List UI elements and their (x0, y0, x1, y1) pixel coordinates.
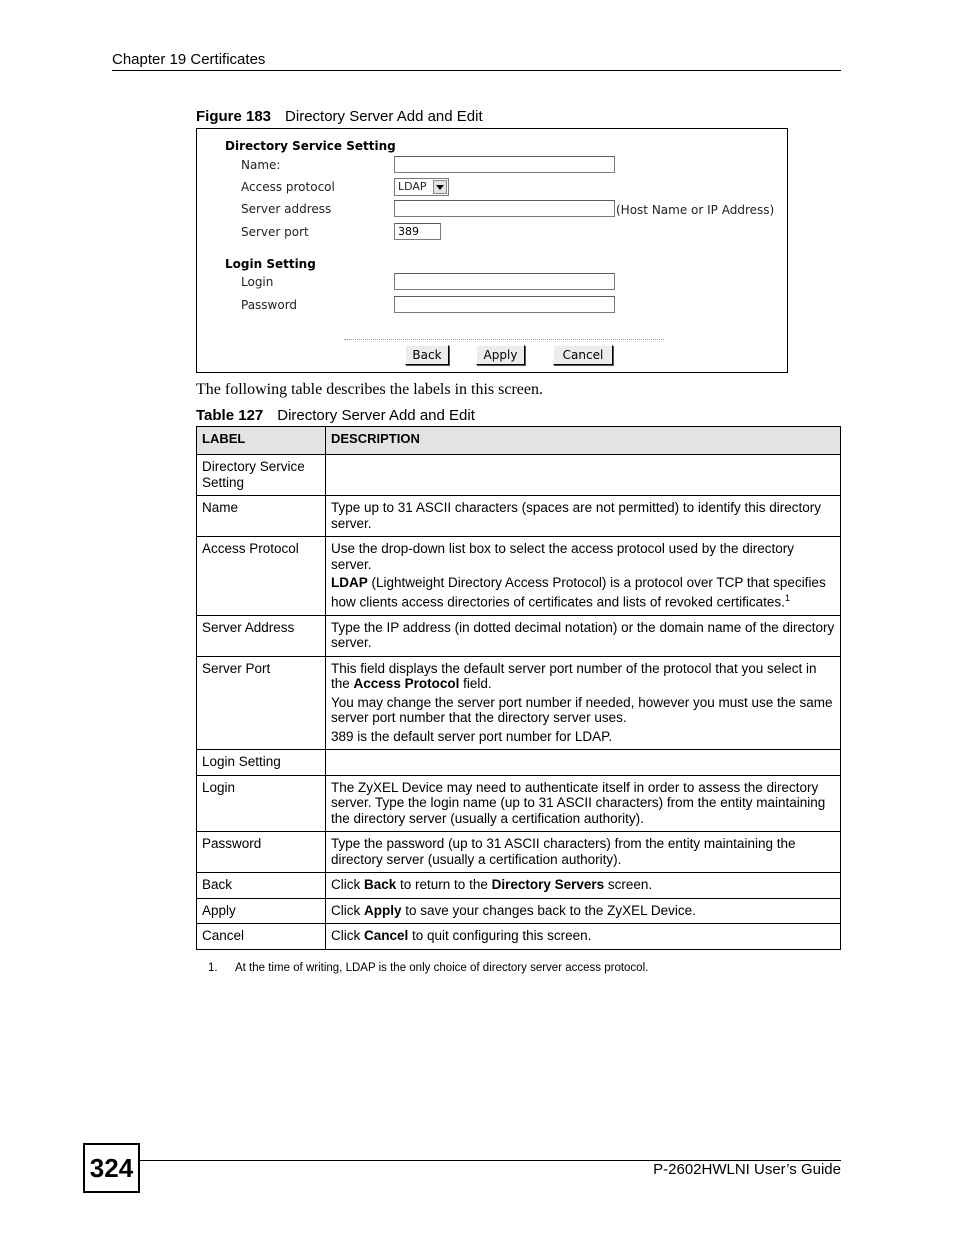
footnote-ref: 1 (784, 592, 790, 603)
password-input[interactable] (394, 296, 615, 313)
bold-term: LDAP (331, 575, 368, 590)
table-row (197, 775, 841, 832)
row-description (326, 750, 841, 776)
access-protocol-value: LDAP (398, 180, 427, 193)
row-label: Cancel (197, 924, 326, 950)
text-run: 389 is the default server port number for LDAP. (331, 728, 613, 744)
directory-section-title: Directory Service Setting (225, 139, 396, 153)
table-row (197, 455, 841, 496)
login-input[interactable] (394, 273, 615, 290)
footnote-number: 1. (208, 962, 218, 974)
row-description (326, 832, 841, 873)
description-paragraph (331, 695, 835, 726)
text-run: to quit configuring this screen. (408, 928, 592, 943)
table-caption-label: Table 127 (196, 407, 264, 424)
password-label: Password (241, 298, 298, 312)
row-description (326, 898, 841, 924)
table-header-row (197, 427, 841, 455)
chevron-down-icon[interactable] (433, 180, 447, 194)
button-divider (344, 339, 664, 340)
description-paragraph (331, 541, 835, 572)
bold-term: Directory Servers (491, 877, 605, 892)
row-description (326, 537, 841, 616)
text-run: You may change the server port number if needed, however you must use the same server port number that the directory server uses. (331, 694, 833, 725)
row-description (326, 455, 841, 496)
row-label: Server Address (197, 615, 326, 656)
guide-name: P-2602HWLNI User’s Guide (653, 1161, 841, 1178)
description-paragraph (331, 661, 835, 692)
description-paragraph (331, 780, 835, 827)
server-address-hint: (Host Name or IP Address) (616, 203, 775, 217)
row-description (326, 496, 841, 537)
text-run: screen. (604, 877, 653, 892)
server-port-input[interactable] (394, 223, 441, 240)
access-protocol-label: Access protocol (241, 180, 335, 194)
text-run: Click (331, 877, 364, 892)
bold-term: Back (364, 877, 397, 892)
table-row (197, 873, 841, 899)
row-label: Server Port (197, 656, 326, 750)
figure-caption-text: Directory Server Add and Edit (285, 108, 483, 125)
server-address-label: Server address (241, 202, 332, 216)
row-description (326, 656, 841, 750)
server-port-label: Server port (241, 225, 309, 239)
login-label: Login (241, 275, 274, 289)
text-run: The ZyXEL Device may need to authenticate itself in order to assess the directory server. Type the login name (up to 31 ASCII characters) from the entity maintaining the directory server (usually a certification authority). (331, 779, 826, 826)
row-description (326, 924, 841, 950)
row-label: Directory Service Setting (197, 455, 326, 496)
apply-button[interactable]: Apply (476, 345, 525, 365)
text-run: Click (331, 928, 364, 943)
bold-term: Access Protocol (353, 676, 460, 691)
description-paragraph (331, 836, 835, 867)
name-input[interactable] (394, 156, 615, 173)
footnote-text: At the time of writing, LDAP is the only choice of directory server access protocol. (235, 962, 649, 974)
access-protocol-select[interactable] (394, 178, 449, 196)
name-label: Name: (241, 158, 281, 172)
column-header-description: DESCRIPTION (326, 427, 841, 455)
cancel-button[interactable]: Cancel (553, 345, 613, 365)
description-paragraph (331, 575, 835, 610)
row-label: Login Setting (197, 750, 326, 776)
row-label: Name (197, 496, 326, 537)
row-description (326, 775, 841, 832)
table-row (197, 924, 841, 950)
chapter-header: Chapter 19 Certificates (112, 51, 841, 71)
table-row (197, 615, 841, 656)
page-number: 324 (83, 1143, 140, 1193)
login-section-title: Login Setting (225, 257, 316, 271)
figure-screenshot (196, 128, 788, 373)
table-row (197, 496, 841, 537)
description-paragraph (331, 620, 835, 651)
bold-term: Apply (364, 902, 402, 918)
column-header-label: LABEL (197, 427, 326, 455)
table-row (197, 537, 841, 616)
table-row (197, 656, 841, 750)
row-label: Apply (197, 898, 326, 924)
text-run: Click (331, 902, 364, 918)
text-run: field. (459, 676, 492, 691)
figure-caption-label: Figure 183 (196, 108, 272, 125)
description-paragraph (331, 903, 835, 919)
description-paragraph (331, 928, 835, 944)
description-paragraph (331, 877, 835, 893)
table-caption-text: Directory Server Add and Edit (277, 407, 475, 424)
row-description (326, 873, 841, 899)
description-paragraph (331, 500, 835, 531)
text-run: Use the drop-down list box to select the access protocol used by the directory server. (331, 541, 794, 572)
text-run: This field displays the default server port number of the protocol that you select in the (331, 660, 817, 691)
row-description (326, 615, 841, 656)
back-button[interactable]: Back (405, 345, 449, 365)
table-row (197, 750, 841, 776)
bold-term: Cancel (364, 928, 409, 943)
row-label: Login (197, 775, 326, 832)
text-run: to save your changes back to the ZyXEL Device. (401, 902, 696, 918)
text-run: (Lightweight Directory Access Protocol) is a protocol over TCP that specifies how clients access directories of certificates and lists of revoked certificates. (331, 575, 826, 609)
intro-text: The following table describes the labels in this screen. (196, 381, 544, 398)
text-run: to return to the (396, 877, 492, 892)
table-row (197, 832, 841, 873)
server-address-input[interactable] (394, 200, 615, 217)
description-table (196, 426, 841, 950)
footnote (208, 962, 648, 974)
table-body (197, 455, 841, 950)
description-paragraph (331, 729, 835, 745)
text-run: Type the password (up to 31 ASCII characters) from the entity maintaining the directory server (usually a certification authority). (331, 836, 796, 867)
figure-caption (196, 108, 483, 125)
row-label: Password (197, 832, 326, 873)
table-caption (196, 407, 475, 424)
row-label: Back (197, 873, 326, 899)
table-row (197, 898, 841, 924)
text-run: Type the IP address (in dotted decimal notation) or the domain name of the directory server. (331, 619, 835, 650)
text-run: Type up to 31 ASCII characters (spaces are not permitted) to identify this directory server. (331, 500, 821, 531)
row-label: Access Protocol (197, 537, 326, 616)
